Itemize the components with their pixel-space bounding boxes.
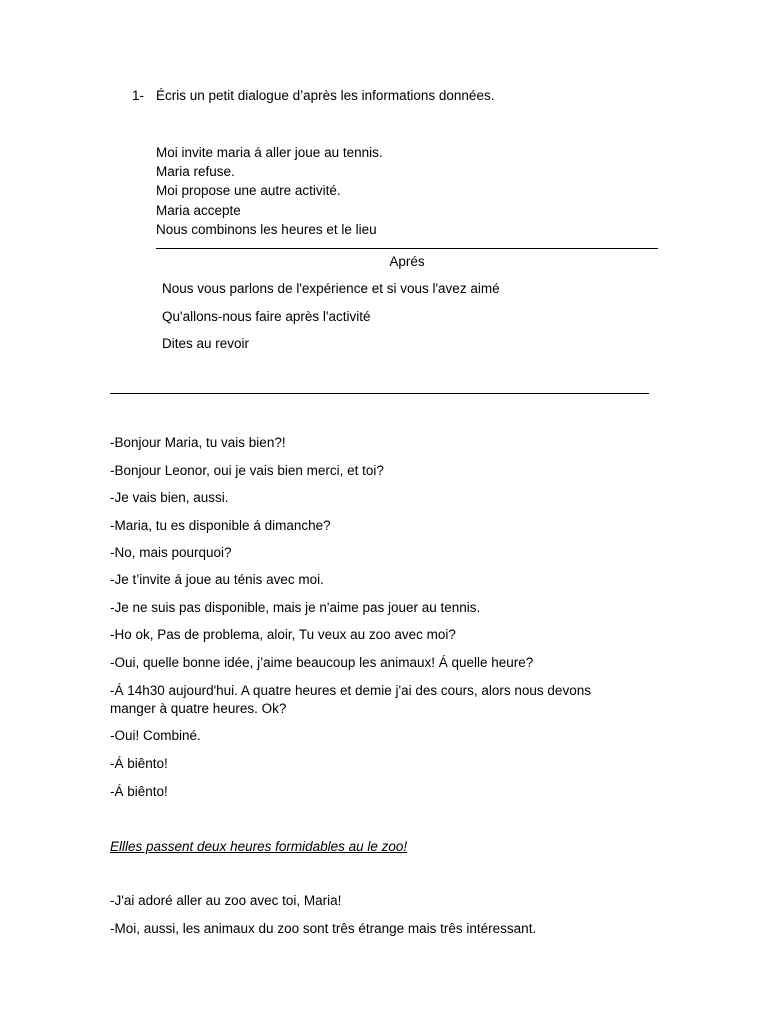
dialogue-line: -J'ai adoré aller au zoo avec toi, Maria!: [110, 893, 342, 908]
dialogue-line: manger à quatre heures. Ok?: [110, 701, 287, 716]
dialogue-line: -Á biênto!: [110, 756, 168, 771]
dialogue-line: -Moi, aussi, les animaux du zoo sont três étrange mais três intéressant.: [110, 921, 537, 936]
dialogue-line: -Je vais bien, aussi.: [110, 490, 229, 505]
dialogue-line: -Á biênto!: [110, 784, 168, 799]
step-line: Nous combinons les heures et le lieu: [156, 222, 377, 237]
narration-line: Ellles passent deux heures formidables au le zoo!: [110, 839, 408, 854]
dialogue-line: -No, mais pourquoi?: [110, 545, 232, 560]
dialogue-line: -Á 14h30 aujourd'hui. A quatre heures et demie j'ai des cours, alors nous devons: [110, 683, 591, 698]
dialogue-line: -Oui, quelle bonne idée, j’aime beaucoup les animaux! Á quelle heure?: [110, 655, 534, 670]
task-number: 1-: [132, 88, 145, 103]
task-instruction: Écris un petit dialogue d’après les informations données.: [156, 88, 495, 103]
dialogue-line: -Ho ok, Pas de problema, aloir, Tu veux au zoo avec moi?: [110, 627, 456, 642]
divider: [156, 248, 658, 249]
dialogue-line: -Maria, tu es disponible á dimanche?: [110, 518, 331, 533]
step-line: Maria accepte: [156, 203, 241, 218]
dialogue-line: -Oui! Combiné.: [110, 728, 201, 743]
after-heading: Aprés: [389, 254, 425, 269]
dialogue-line: -Bonjour Leonor, oui je vais bien merci, et toi?: [110, 463, 384, 478]
after-item: Nous vous parlons de l'expérience et si vous l'avez aimé: [162, 281, 500, 296]
divider: [110, 393, 649, 394]
after-item: Dites au revoir: [162, 336, 250, 351]
after-item: Qu'allons-nous faire après l'activité: [162, 309, 371, 324]
dialogue-line: -Je ne suis pas disponible, mais je n'aime pas jouer au tennis.: [110, 600, 481, 615]
step-line: Moi propose une autre activité.: [156, 183, 341, 198]
step-line: Maria refuse.: [156, 164, 235, 179]
step-line: Moi invite maria á aller joue au tennis.: [156, 145, 383, 160]
dialogue-line: -Bonjour Maria, tu vais bien?!: [110, 435, 286, 450]
dialogue-line: -Je t’invite á joue au ténis avec moi.: [110, 572, 324, 587]
